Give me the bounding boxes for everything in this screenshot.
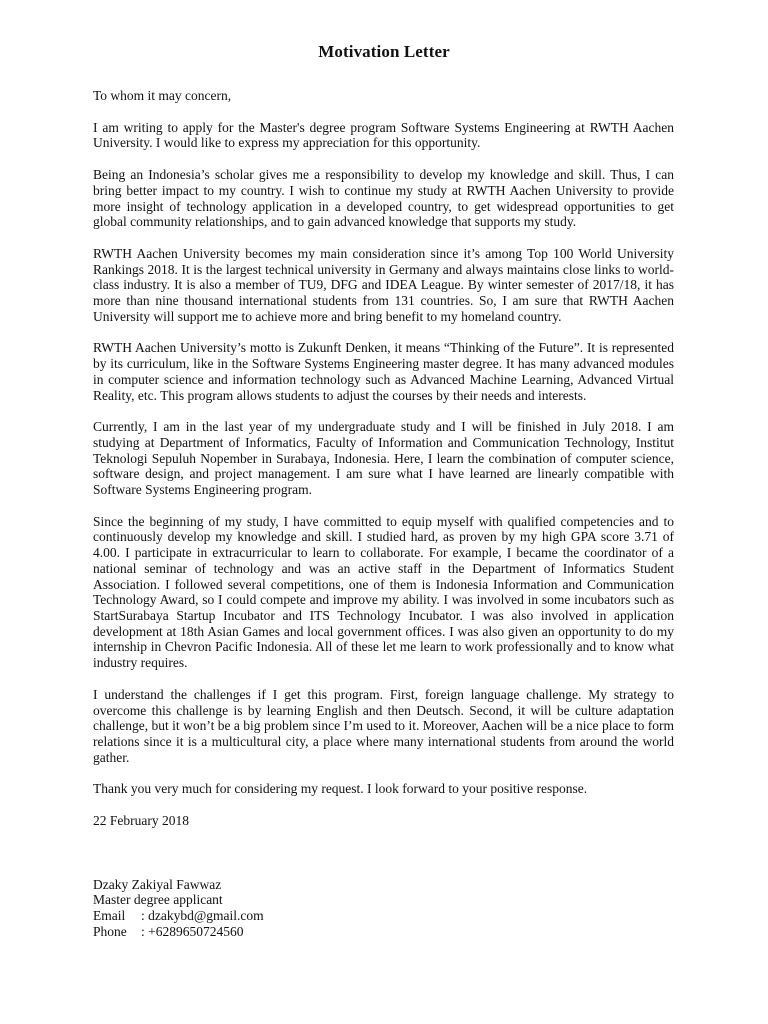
signature-name: Dzaky Zakiyal Fawwaz [93,876,222,892]
paragraph-current-study: Currently, I am in the last year of my undergraduate study and I will be finished in July 2018. I am studying at Department of Informatics, Faculty of Information and Communication Technology, Institut Teknologi Sepuluh Nopember in Surabaya, Indonesia. Here, I learn the combination of computer science, software design, and project management. I am sure what I have learned are linearly compatible with Software Systems Engineering program. [93,419,674,498]
paragraph-closing: Thank you very much for considering my request. I look forward to your positive response. [93,781,588,797]
page-title: Motivation Letter [318,42,450,61]
email-value: : dzakybd@gmail.com [141,908,264,924]
signature-block [93,877,674,940]
paragraph-challenges: I understand the challenges if I get this program. First, foreign language challenge. My strategy to overcome this challenge is by learning English and then Deutsch. Second, it will be culture adaptation challenge, but it won’t be a big problem since I’m used to it. Moreover, Aachen will be a nice place to form relations since it is a multicultural city, a place where many international students from around the world gather. [93,686,674,765]
paragraph-motto: RWTH Aachen University’s motto is Zukunft Denken, it means “Thinking of the Future”. It is represented by its curriculum, like in the Software Systems Engineering master degree. It has many advanced modules in computer science and information technology such as Advanced Machine Learning, Advanced Virtual Reality, etc. This program allows students to adjust the courses by their needs and interests. [93,340,674,403]
signature-role: Master degree applicant [93,892,223,908]
paragraph-intro: I am writing to apply for the Master's degree program Software Systems Engineering at RWTH Aachen University. I would like to express my appreciation for this opportunity. [93,119,674,151]
paragraph-experience: Since the beginning of my study, I have committed to equip myself with qualified competencies and to continuously develop my knowledge and skill. I studied hard, as proven by my high GPA score 3.71 of 4.00. I participate in extracurricular to learn to collaborate. For example, I became the coordinator of a national seminar of technology and was an active staff in the Department of Informatics Student Association. I followed several competitions, one of them is Indonesia Information and Communication Technology Award, so I could compete and improve my ability. I was involved in some incubators such as StartSurabaya Startup Incubator and ITS Technology Incubator. I was also involved in application development at 18th Asian Games and local government offices. I was also given an opportunity to do my internship in Chevron Pacific Indonesia. All of these let me learn to work professionally and to know what industry requires. [93,513,674,671]
signature-email-row [93,908,674,924]
email-label: Email [93,908,126,924]
phone-label: Phone [93,923,127,939]
paragraph-scholar: Being an Indonesia’s scholar gives me a responsibility to develop my knowledge and skill. Thus, I can bring better impact to my country. I wish to continue my study at RWTH Aachen University to provide more insight of technology application in a developed country, to get widespread opportunities to get global community relationships, and to gain advanced knowledge that supports my study. [93,167,674,230]
phone-value: : +6289650724560 [141,923,244,939]
letter-body [93,88,674,940]
signature-phone-row [93,924,674,940]
salutation: To whom it may concern, [93,88,232,103]
paragraph-rwth: RWTH Aachen University becomes my main consideration since it’s among Top 100 World University Rankings 2018. It is the largest technical university in Germany and always maintains close links to world-class industry. It is also a member of TU9, DFG and IDEA League. By winter semester of 2017/18, it has more than nine thousand international students from 131 countries. So, I am sure that RWTH Aachen University will support me to achieve more and bring benefit to my homeland country. [93,245,674,324]
letter-date: 22 February 2018 [93,813,189,829]
